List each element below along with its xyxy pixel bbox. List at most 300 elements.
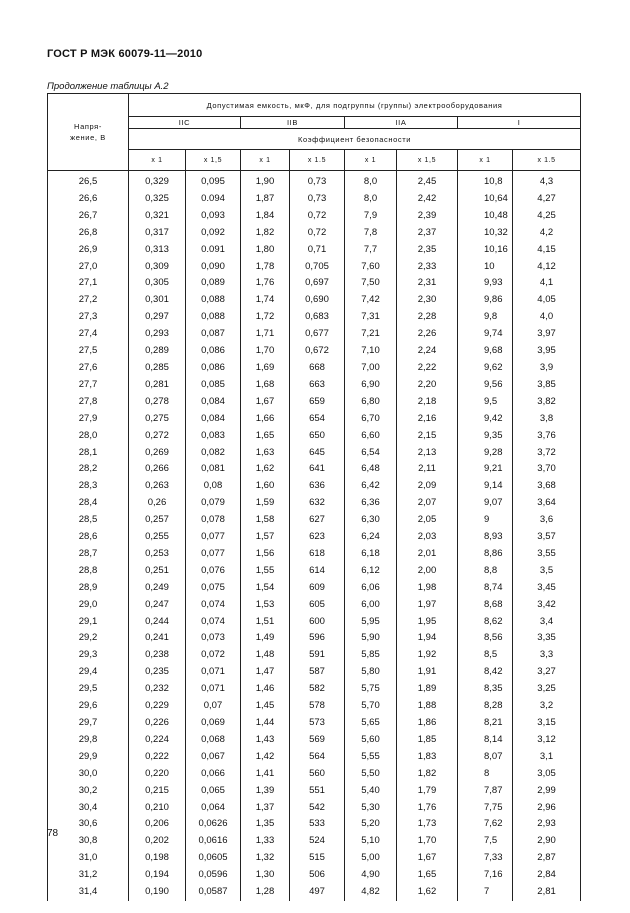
- voltage-cell: 28,1: [48, 445, 129, 462]
- capacitance-cell: 569: [290, 732, 345, 749]
- voltage-cell: 29,9: [48, 749, 129, 766]
- capacitance-cell: 4,12: [513, 259, 581, 276]
- group-header: IIB: [241, 117, 345, 129]
- capacitance-cell: 1,62: [241, 461, 290, 478]
- voltage-cell: 27,9: [48, 411, 129, 428]
- capacitance-cell: 8,93: [458, 529, 513, 546]
- capacitance-cell: 2,30: [397, 292, 458, 309]
- capacitance-cell: 7,60: [345, 259, 397, 276]
- capacitance-cell: 5,95: [345, 614, 397, 631]
- capacitance-cell: 2,35: [397, 242, 458, 259]
- capacitance-cell: 9,35: [458, 428, 513, 445]
- table-row: [48, 326, 581, 343]
- capacitance-cell: 0,278: [129, 394, 186, 411]
- table-row: [48, 698, 581, 715]
- capacitance-cell: 6,12: [345, 563, 397, 580]
- table-row: [48, 783, 581, 800]
- capacitance-cell: 6,06: [345, 580, 397, 597]
- page-header: ГОСТ Р МЭК 60079-11—2010: [47, 48, 203, 60]
- capacitance-cell: 4,27: [513, 191, 581, 208]
- capacitance-cell: 533: [290, 816, 345, 833]
- voltage-cell: 29,1: [48, 614, 129, 631]
- capacitance-cell: 0,289: [129, 343, 186, 360]
- capacitance-cell: 0,079: [186, 495, 241, 512]
- capacitance-cell: 1,94: [397, 630, 458, 647]
- table-row: [48, 833, 581, 850]
- capacitance-cell: 2,20: [397, 377, 458, 394]
- capacitance-cell: 0,065: [186, 783, 241, 800]
- capacitance-cell: 3,57: [513, 529, 581, 546]
- capacitance-cell: 0,074: [186, 614, 241, 631]
- capacitance-cell: 0,305: [129, 275, 186, 292]
- table-row: [48, 411, 581, 428]
- capacitance-cell: 7,5: [458, 833, 513, 850]
- capacitance-cell: 3,55: [513, 546, 581, 563]
- factor-header: x 1: [241, 150, 290, 171]
- capacitance-cell: 1,85: [397, 732, 458, 749]
- capacitance-cell: 1,97: [397, 597, 458, 614]
- capacitance-cell: 5,00: [345, 850, 397, 867]
- table-row: [48, 647, 581, 664]
- capacitance-cell: 0,73: [290, 191, 345, 208]
- capacitance-cell: 0,072: [186, 647, 241, 664]
- capacitance-cell: 0,202: [129, 833, 186, 850]
- capacitance-cell: 609: [290, 580, 345, 597]
- factor-header: x 1: [458, 150, 513, 171]
- capacitance-cell: 0,266: [129, 461, 186, 478]
- voltage-cell: 28,3: [48, 478, 129, 495]
- capacitance-cell: 2,01: [397, 546, 458, 563]
- capacitance-cell: 1,73: [397, 816, 458, 833]
- table-row: [48, 664, 581, 681]
- table-row: [48, 681, 581, 698]
- capacitance-cell: 0,073: [186, 630, 241, 647]
- capacitance-cell: 8,62: [458, 614, 513, 631]
- voltage-cell: 27,1: [48, 275, 129, 292]
- capacitance-cell: 0,0605: [186, 850, 241, 867]
- capacitance-cell: 0,226: [129, 715, 186, 732]
- voltage-cell: 27,7: [48, 377, 129, 394]
- capacitance-cell: 2,93: [513, 816, 581, 833]
- capacitance-cell: 3,95: [513, 343, 581, 360]
- capacitance-cell: 0,301: [129, 292, 186, 309]
- capacitance-cell: 1,45: [241, 698, 290, 715]
- capacitance-cell: 5,55: [345, 749, 397, 766]
- capacitance-cell: 3,72: [513, 445, 581, 462]
- capacitance-cell: 591: [290, 647, 345, 664]
- capacitance-cell: 7,10: [345, 343, 397, 360]
- capacitance-cell: 560: [290, 766, 345, 783]
- table-row: [48, 428, 581, 445]
- capacitance-cell: 1,65: [397, 867, 458, 884]
- capacitance-cell: 0,232: [129, 681, 186, 698]
- capacitance-cell: 2,39: [397, 208, 458, 225]
- capacitance-cell: 0,198: [129, 850, 186, 867]
- table-row: [48, 171, 581, 191]
- capacitance-cell: 0,089: [186, 275, 241, 292]
- capacitance-cell: 0,085: [186, 377, 241, 394]
- capacitance-cell: 8: [458, 766, 513, 783]
- capacitance-cell: 3,97: [513, 326, 581, 343]
- table-row: [48, 715, 581, 732]
- capacitance-cell: 1,59: [241, 495, 290, 512]
- capacitance-cell: 5,50: [345, 766, 397, 783]
- capacitance-cell: 3,6: [513, 512, 581, 529]
- capacitance-cell: 0,0596: [186, 867, 241, 884]
- capacitance-cell: 3,3: [513, 647, 581, 664]
- capacitance-cell: 0,07: [186, 698, 241, 715]
- capacitance-cell: 0,677: [290, 326, 345, 343]
- capacitance-cell: 1,70: [397, 833, 458, 850]
- capacitance-cell: 1,66: [241, 411, 290, 428]
- capacitance-cell: 1,68: [241, 377, 290, 394]
- capacitance-cell: 3,2: [513, 698, 581, 715]
- capacitance-cell: 1,54: [241, 580, 290, 597]
- capacitance-cell: 0,086: [186, 360, 241, 377]
- capacitance-cell: 3,85: [513, 377, 581, 394]
- voltage-cell: 29,0: [48, 597, 129, 614]
- capacitance-cell: 6,00: [345, 597, 397, 614]
- voltage-cell: 31,2: [48, 867, 129, 884]
- page-number: 78: [47, 828, 59, 839]
- capacitance-cell: 0,084: [186, 411, 241, 428]
- capacitance-cell: 2,31: [397, 275, 458, 292]
- capacitance-cell: 7,8: [345, 225, 397, 242]
- capacitance-cell: 3,1: [513, 749, 581, 766]
- capacitance-cell: 596: [290, 630, 345, 647]
- voltage-cell: 28,2: [48, 461, 129, 478]
- capacitance-cell: 1,86: [397, 715, 458, 732]
- voltage-cell: 27,6: [48, 360, 129, 377]
- voltage-cell: 28,7: [48, 546, 129, 563]
- capacitance-cell: 3,35: [513, 630, 581, 647]
- table-row: [48, 259, 581, 276]
- capacitance-cell: 5,85: [345, 647, 397, 664]
- voltage-cell: 28,4: [48, 495, 129, 512]
- capacitance-cell: 2,18: [397, 394, 458, 411]
- capacitance-cell: 0,092: [186, 225, 241, 242]
- capacitance-cell: 587: [290, 664, 345, 681]
- capacitance-cell: 0,251: [129, 563, 186, 580]
- voltage-cell: 31,0: [48, 850, 129, 867]
- capacitance-cell: 506: [290, 867, 345, 884]
- capacitance-cell: 0,672: [290, 343, 345, 360]
- capacitance-cell: 1,72: [241, 309, 290, 326]
- capacitance-cell: 1,41: [241, 766, 290, 783]
- table-row: [48, 445, 581, 462]
- capacitance-cell: 1,69: [241, 360, 290, 377]
- capacitance-cell: 9,5: [458, 394, 513, 411]
- voltage-cell: 27,8: [48, 394, 129, 411]
- capacitance-cell: 0,26: [129, 495, 186, 512]
- voltage-cell: 30,2: [48, 783, 129, 800]
- group-header: IIA: [345, 117, 458, 129]
- capacitance-cell: 5,20: [345, 816, 397, 833]
- capacitance-cell: 1,74: [241, 292, 290, 309]
- capacitance-cell: 9,74: [458, 326, 513, 343]
- capacitance-cell: 5,80: [345, 664, 397, 681]
- voltage-cell: 28,8: [48, 563, 129, 580]
- capacitance-cell: 659: [290, 394, 345, 411]
- table-row: [48, 343, 581, 360]
- capacitance-cell: 1,80: [241, 242, 290, 259]
- capacitance-cell: 8,74: [458, 580, 513, 597]
- capacitance-cell: 0,206: [129, 816, 186, 833]
- capacitance-cell: 8,68: [458, 597, 513, 614]
- voltage-cell: 30,4: [48, 800, 129, 817]
- voltage-cell: 27,4: [48, 326, 129, 343]
- capacitance-cell: 600: [290, 614, 345, 631]
- capacitance-cell: 0,72: [290, 225, 345, 242]
- capacitance-cell: 1,79: [397, 783, 458, 800]
- capacitance-cell: 645: [290, 445, 345, 462]
- voltage-cell: 28,9: [48, 580, 129, 597]
- capacitance-table: [47, 93, 581, 901]
- capacitance-cell: 10,64: [458, 191, 513, 208]
- voltage-cell: 26,9: [48, 242, 129, 259]
- voltage-cell: 30,0: [48, 766, 129, 783]
- capacitance-cell: 8,0: [345, 171, 397, 191]
- capacitance-cell: 497: [290, 884, 345, 901]
- capacitance-cell: 7: [458, 884, 513, 901]
- capacitance-cell: 1,82: [397, 766, 458, 783]
- capacitance-cell: 0,683: [290, 309, 345, 326]
- capacitance-cell: 1,42: [241, 749, 290, 766]
- capacitance-cell: 1,76: [397, 800, 458, 817]
- table-row: [48, 394, 581, 411]
- capacitance-cell: 1,92: [397, 647, 458, 664]
- capacitance-cell: 6,18: [345, 546, 397, 563]
- capacitance-cell: 9,42: [458, 411, 513, 428]
- capacitance-cell: 9,07: [458, 495, 513, 512]
- capacitance-cell: 1,35: [241, 816, 290, 833]
- capacitance-cell: 9,68: [458, 343, 513, 360]
- capacitance-cell: 9: [458, 512, 513, 529]
- capacitance-cell: 0,238: [129, 647, 186, 664]
- capacitance-cell: 2,26: [397, 326, 458, 343]
- voltage-cell: 27,5: [48, 343, 129, 360]
- capacitance-cell: 0,069: [186, 715, 241, 732]
- capacitance-cell: 0,73: [290, 171, 345, 191]
- capacitance-cell: 0,705: [290, 259, 345, 276]
- capacitance-cell: 0,076: [186, 563, 241, 580]
- capacitance-cell: 0,313: [129, 242, 186, 259]
- capacitance-cell: 0,224: [129, 732, 186, 749]
- capacitance-cell: 3,05: [513, 766, 581, 783]
- capacitance-cell: 1,84: [241, 208, 290, 225]
- capacitance-cell: 636: [290, 478, 345, 495]
- safety-factor-header: Коэффициент безопасности: [129, 129, 581, 150]
- capacitance-cell: 6,24: [345, 529, 397, 546]
- capacitance-cell: 0,066: [186, 766, 241, 783]
- capacitance-cell: 0,194: [129, 867, 186, 884]
- capacitance-cell: 9,14: [458, 478, 513, 495]
- capacitance-cell: 0.091: [186, 242, 241, 259]
- capacitance-cell: 0,293: [129, 326, 186, 343]
- capacitance-cell: 2,99: [513, 783, 581, 800]
- capacitance-cell: 4,3: [513, 171, 581, 191]
- capacitance-cell: 1,47: [241, 664, 290, 681]
- capacitance-cell: 0,075: [186, 580, 241, 597]
- capacitance-cell: 5,65: [345, 715, 397, 732]
- capacitance-cell: 0,0626: [186, 816, 241, 833]
- capacitance-cell: 8,28: [458, 698, 513, 715]
- capacitance-cell: 578: [290, 698, 345, 715]
- table-row: [48, 242, 581, 259]
- capacitance-cell: 1,62: [397, 884, 458, 901]
- capacitance-cell: 2,22: [397, 360, 458, 377]
- table-row: [48, 478, 581, 495]
- capacitance-cell: 8,21: [458, 715, 513, 732]
- table-row: [48, 461, 581, 478]
- capacitance-cell: 663: [290, 377, 345, 394]
- capacitance-cell: 5,10: [345, 833, 397, 850]
- capacitance-cell: 0,088: [186, 292, 241, 309]
- capacitance-cell: 623: [290, 529, 345, 546]
- capacitance-cell: 5,30: [345, 800, 397, 817]
- capacitance-cell: 10,32: [458, 225, 513, 242]
- capacitance-cell: 3,15: [513, 715, 581, 732]
- capacitance-cell: 3,5: [513, 563, 581, 580]
- capacitance-cell: 605: [290, 597, 345, 614]
- capacitance-cell: 0.094: [186, 191, 241, 208]
- capacitance-cell: 0,72: [290, 208, 345, 225]
- capacitance-cell: 1,33: [241, 833, 290, 850]
- capacitance-cell: 10,48: [458, 208, 513, 225]
- capacitance-cell: 0,082: [186, 445, 241, 462]
- voltage-cell: 30,8: [48, 833, 129, 850]
- table-row: [48, 850, 581, 867]
- table-row: [48, 208, 581, 225]
- capacitance-cell: 3,42: [513, 597, 581, 614]
- capacitance-cell: 10: [458, 259, 513, 276]
- factor-header: x 1: [129, 150, 186, 171]
- capacitance-cell: 0,081: [186, 461, 241, 478]
- voltage-cell: 28,5: [48, 512, 129, 529]
- capacitance-cell: 2,05: [397, 512, 458, 529]
- voltage-cell: 30,6: [48, 816, 129, 833]
- capacitance-cell: 3,4: [513, 614, 581, 631]
- capacitance-cell: 7,87: [458, 783, 513, 800]
- capacitance-cell: 8,5: [458, 647, 513, 664]
- capacitance-cell: 654: [290, 411, 345, 428]
- capacitance-cell: 650: [290, 428, 345, 445]
- capacitance-cell: 0,095: [186, 171, 241, 191]
- capacitance-cell: 7,75: [458, 800, 513, 817]
- capacitance-cell: 10,8: [458, 171, 513, 191]
- capacitance-cell: 1,39: [241, 783, 290, 800]
- capacitance-cell: 0,285: [129, 360, 186, 377]
- capacitance-cell: 1,83: [397, 749, 458, 766]
- capacitance-cell: 4,90: [345, 867, 397, 884]
- capacitance-cell: 2,84: [513, 867, 581, 884]
- capacitance-cell: 6,48: [345, 461, 397, 478]
- capacitance-cell: 1,82: [241, 225, 290, 242]
- capacitance-cell: 614: [290, 563, 345, 580]
- capacitance-cell: 9,56: [458, 377, 513, 394]
- table-row: [48, 191, 581, 208]
- capacitance-cell: 1,46: [241, 681, 290, 698]
- capacitance-cell: 0,071: [186, 664, 241, 681]
- capacitance-cell: 2,24: [397, 343, 458, 360]
- capacitance-cell: 0,263: [129, 478, 186, 495]
- capacitance-cell: 0,269: [129, 445, 186, 462]
- table-row: [48, 732, 581, 749]
- capacitance-cell: 2,28: [397, 309, 458, 326]
- capacitance-cell: 2,15: [397, 428, 458, 445]
- table-row: [48, 580, 581, 597]
- capacitance-cell: 7,33: [458, 850, 513, 867]
- capacitance-cell: 1,49: [241, 630, 290, 647]
- voltage-cell: 26,6: [48, 191, 129, 208]
- capacitance-cell: 0,090: [186, 259, 241, 276]
- capacitance-cell: 2,90: [513, 833, 581, 850]
- capacitance-cell: 0,071: [186, 681, 241, 698]
- capacitance-cell: 7,16: [458, 867, 513, 884]
- capacitance-cell: 3,68: [513, 478, 581, 495]
- voltage-cell: 28,0: [48, 428, 129, 445]
- capacitance-cell: 6,36: [345, 495, 397, 512]
- capacitance-cell: 2,16: [397, 411, 458, 428]
- table-row: [48, 800, 581, 817]
- capacitance-cell: 524: [290, 833, 345, 850]
- main-header: Допустимая емкость, мкФ, для подгруппы (группы) электрооборудования: [129, 94, 581, 117]
- factor-header: x 1,5: [186, 150, 241, 171]
- capacitance-cell: 0,0616: [186, 833, 241, 850]
- table-row: [48, 563, 581, 580]
- capacitance-cell: 1,55: [241, 563, 290, 580]
- capacitance-cell: 0,309: [129, 259, 186, 276]
- capacitance-cell: 0,077: [186, 529, 241, 546]
- capacitance-cell: 8,42: [458, 664, 513, 681]
- table-row: [48, 512, 581, 529]
- capacitance-cell: 0,215: [129, 783, 186, 800]
- table-row: [48, 529, 581, 546]
- capacitance-cell: 1,76: [241, 275, 290, 292]
- capacitance-cell: 2,07: [397, 495, 458, 512]
- capacitance-cell: 1,53: [241, 597, 290, 614]
- capacitance-cell: 0,088: [186, 309, 241, 326]
- capacitance-cell: 9,62: [458, 360, 513, 377]
- capacitance-cell: 3,12: [513, 732, 581, 749]
- voltage-cell: 27,3: [48, 309, 129, 326]
- capacitance-cell: 0,281: [129, 377, 186, 394]
- capacitance-cell: 0,190: [129, 884, 186, 901]
- voltage-cell: 29,8: [48, 732, 129, 749]
- capacitance-cell: 0,329: [129, 171, 186, 191]
- capacitance-cell: 627: [290, 512, 345, 529]
- table-body: [48, 171, 581, 901]
- capacitance-cell: 0,690: [290, 292, 345, 309]
- capacitance-cell: 3,8: [513, 411, 581, 428]
- capacitance-cell: 0,064: [186, 800, 241, 817]
- capacitance-cell: 0,697: [290, 275, 345, 292]
- capacitance-cell: 2,96: [513, 800, 581, 817]
- capacitance-cell: 0,255: [129, 529, 186, 546]
- capacitance-cell: 0,084: [186, 394, 241, 411]
- capacitance-cell: 4,0: [513, 309, 581, 326]
- capacitance-cell: 573: [290, 715, 345, 732]
- capacitance-cell: 1,37: [241, 800, 290, 817]
- voltage-cell: 31,4: [48, 884, 129, 901]
- capacitance-cell: 1,28: [241, 884, 290, 901]
- capacitance-cell: 1,65: [241, 428, 290, 445]
- voltage-cell: 27,0: [48, 259, 129, 276]
- voltage-cell: 26,7: [48, 208, 129, 225]
- factor-header: x 1.5: [513, 150, 581, 171]
- capacitance-cell: 0,229: [129, 698, 186, 715]
- capacitance-cell: 1,91: [397, 664, 458, 681]
